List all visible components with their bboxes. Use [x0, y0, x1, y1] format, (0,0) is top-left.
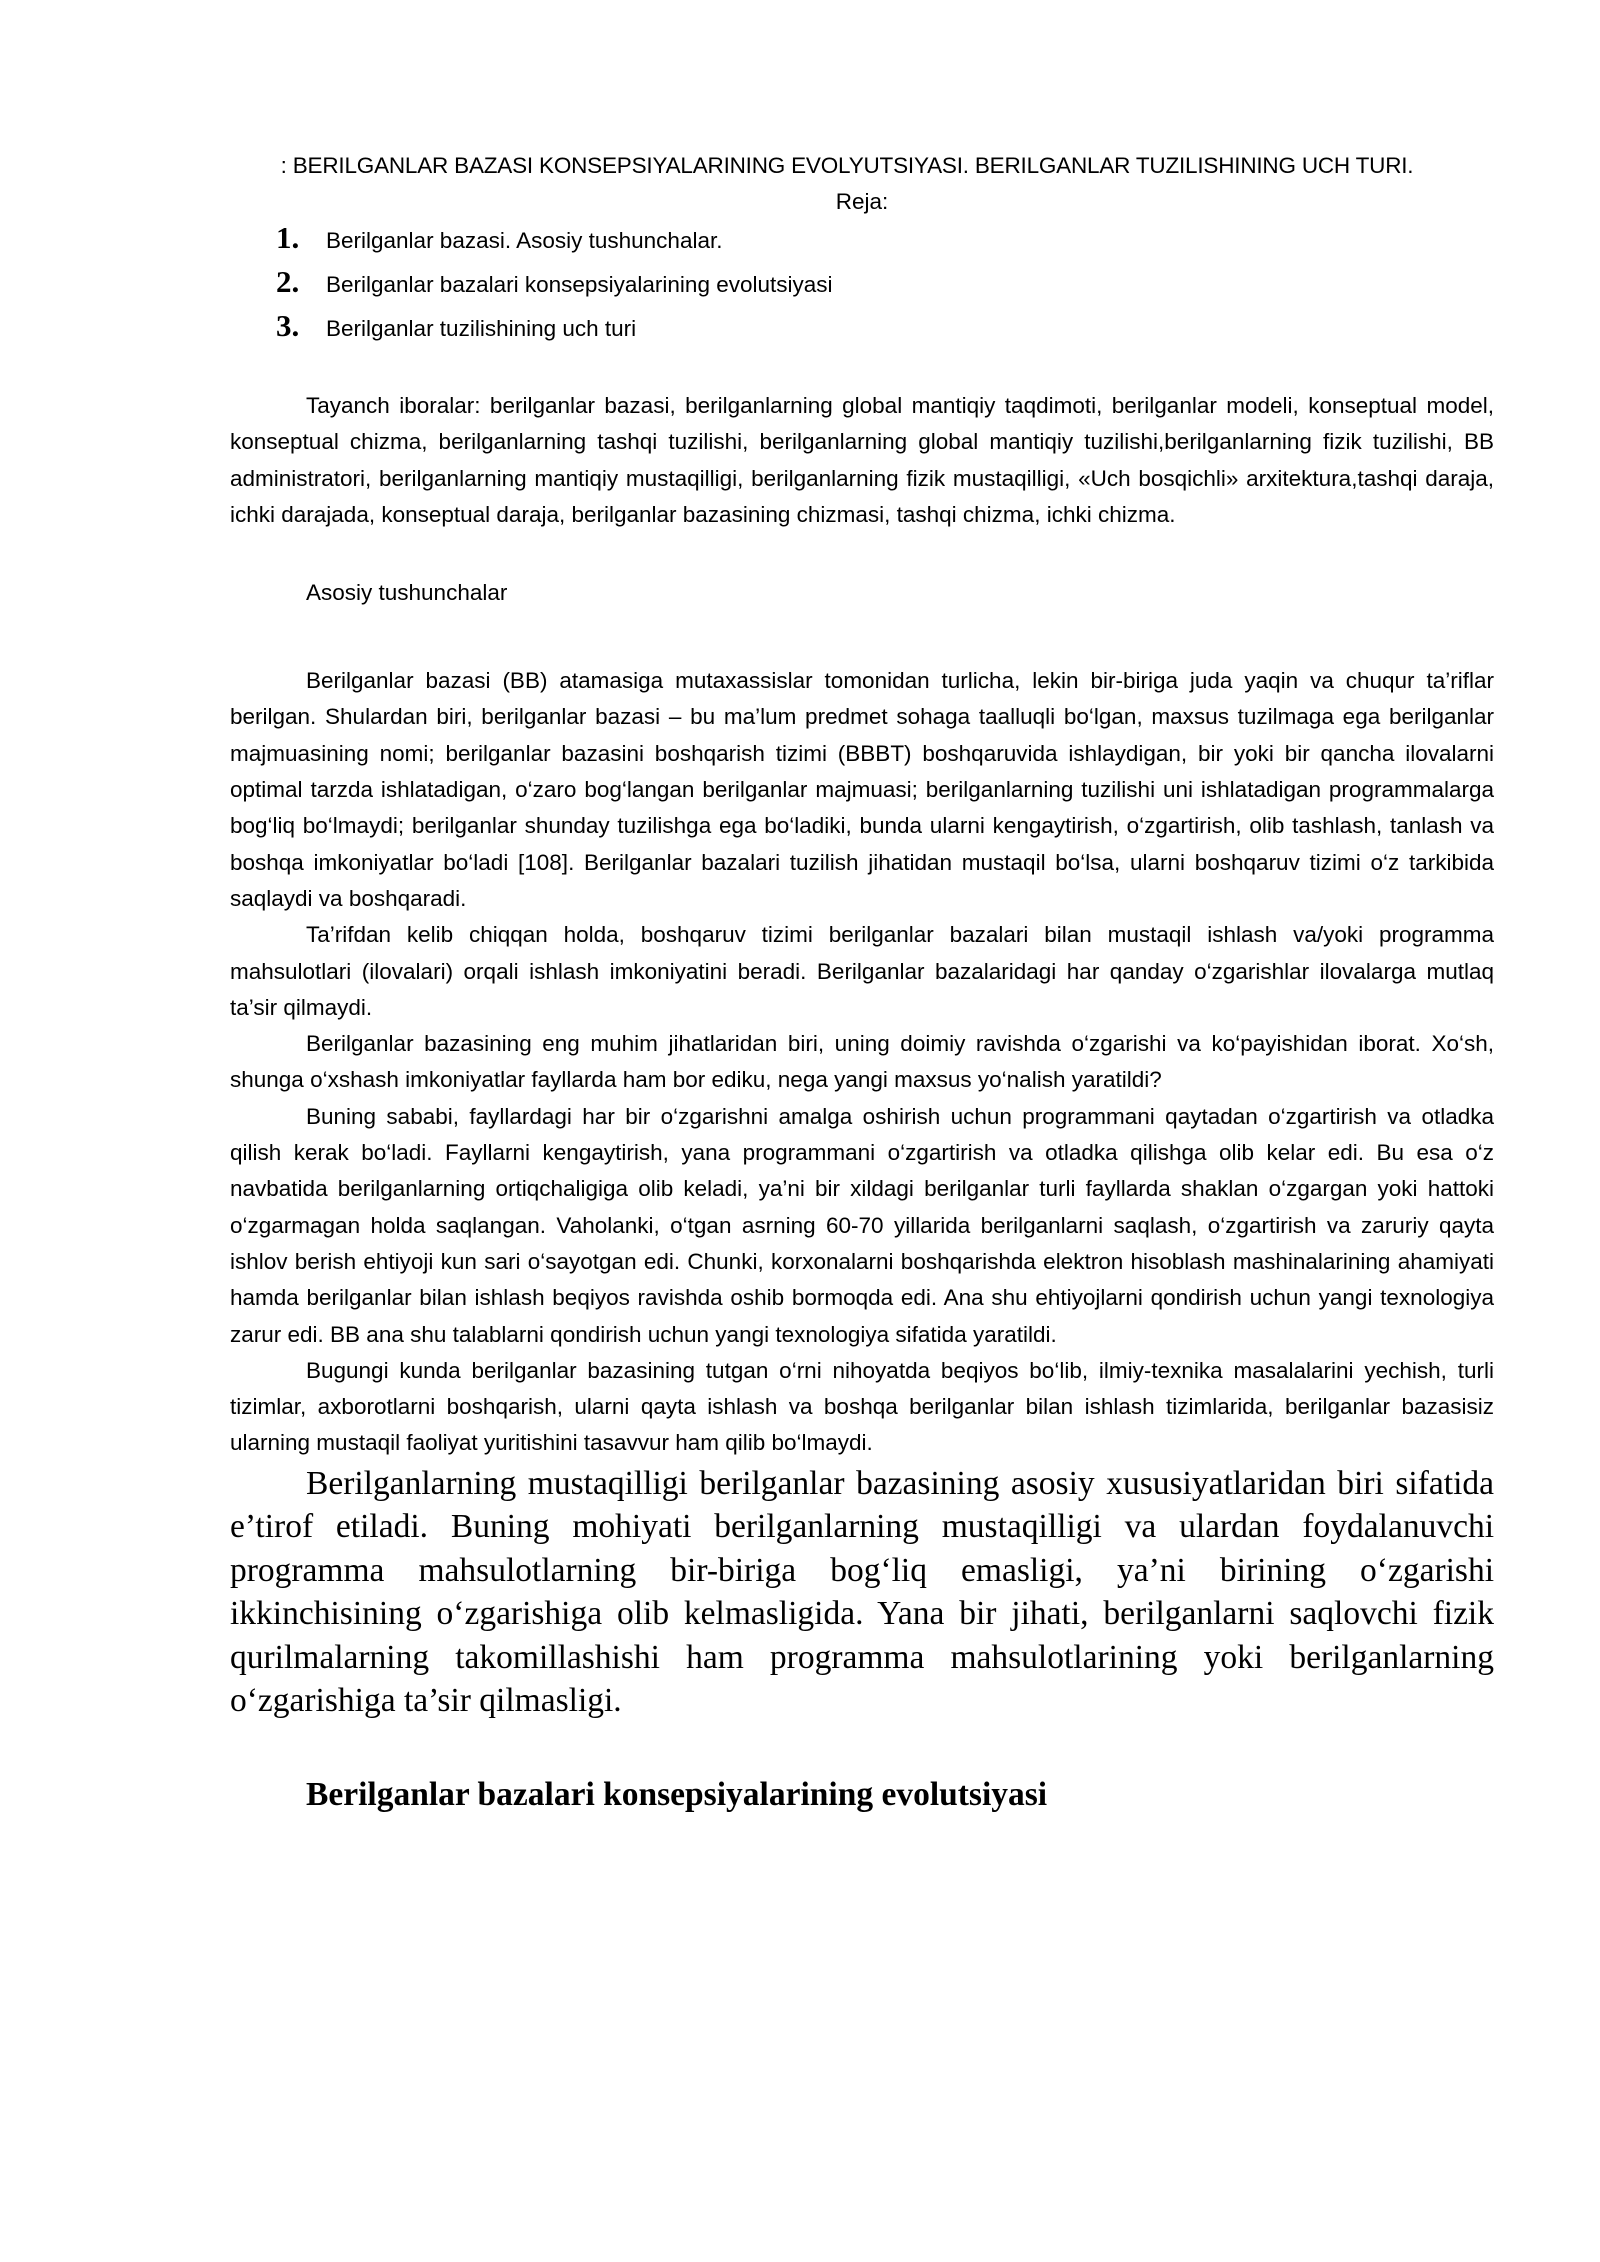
plan-item: [276, 220, 1494, 264]
plan-item-number: 1.: [276, 220, 300, 255]
plan-item: [276, 308, 1494, 352]
spacer: [230, 352, 1494, 388]
plan-item-text: Berilganlar tuzilishining uch turi: [326, 316, 637, 341]
body-paragraph: Bugungi kunda berilganlar bazasining tutgan o‘rni nihoyatda beqiyos bo‘lib, ilmiy-texnika masalalarini yechish, turli tizimlar, axborotlarni boshqarish, ularni qayta ishlash va boshqa berilganlar bilan ishlash tizimlarida, berilganlar bazasisiz ularning mustaqil faoliyat yuritishini tasavvur ham qilib bo‘lmaydi.: [230, 1357, 1494, 1456]
plan-item: [276, 264, 1494, 308]
document-title: : BERILGANLAR BAZASI KONSEPSIYALARINING EVOLYUTSIYASI. BERILGANLAR TUZILISHINING UCH TURI.: [280, 153, 1414, 178]
section-label: Asosiy tushunchalar: [306, 580, 508, 606]
body-paragraph: Berilganlar bazasining eng muhim jihatlaridan biri, uning doimiy ravishda o‘zgarishi va ko‘payishidan iborat. Xo‘sh, shunga o‘xshash imkoniyatlar fayllarda ham bor ediku, nega yangi maxsus yo‘nalish yaratildi?: [230, 1031, 1494, 1093]
body-paragraph: Berilganlar bazasi (BB) atamasiga mutaxassislar tomonidan turlicha, lekin bir-biriga juda yaqin va chuqur ta’riflar berilgan. Shulardan biri, berilganlar bazasi – bu ma’lum predmet sohaga taalluqli bo‘lgan, maxsus tuzilmaga ega berilganlar majmuasining nomi; berilganlar bazasini boshqarish tizimi (BBBT) boshqaruvida ishlaydigan, bir yoki bir qancha ilovalarni optimal tarzda ishlatadigan, o‘zaro bog‘langan berilganlar majmuasi; berilganlarning tuzilishi uni ishlatadigan programmalarga bog‘liq bo‘lmaydi; berilganlar shunday tuzilishga ega bo‘ladiki, bunda ularni kengaytirish, o‘zgartirish, olib tashlash, tanlash va boshqa imkoniyatlar bo‘ladi [108]. Berilganlar bazalari tuzilish jihatidan mustaqil bo‘lsa, ularni boshqaruv tizimi o‘z tarkibida saqlaydi va boshqaradi.: [230, 668, 1494, 911]
large-paragraph: Berilganlarning mustaqilligi berilganlar bazasining asosiy xususiyatlaridan biri sifatida e’tirof etiladi. Buning mohiyati berilganlarning mustaqilligi va ulardan foydalanuvchi programma mahsulotlarning bir-biriga bog‘liq emasligi, ya’ni birining o‘zgarishi ikkinchisining o‘zgarishiga olib kelmasligida. Yana bir jihati, berilganlarni saqlovchi fizik qurilmalarning takomillashishi ham programma mahsulotlarining yoki berilganlarning o‘zgarishiga ta’sir qilmasligi.: [230, 1464, 1494, 1720]
spacer: [230, 611, 1494, 663]
plan-list: [230, 220, 1494, 352]
body-paragraph: Ta’rifdan kelib chiqqan holda, boshqaruv tizimi berilganlar bazalari bilan mustaqil ishlash va/yoki programma mahsulotlari (ilovalari) orqali ishlash imkoniyatini beradi. Berilganlar bazalaridagi har qanday o‘zgarishlar ilovalarga mutlaq ta’sir qilmaydi.: [230, 922, 1494, 1020]
plan-item-number: 2.: [276, 264, 300, 299]
plan-item-number: 3.: [276, 308, 300, 343]
plan-heading: Reja:: [835, 189, 889, 214]
plan-item-text: Berilganlar bazalari konsepsiyalarining evolutsiyasi: [326, 272, 833, 297]
keywords-paragraph: Tayanch iboralar: berilganlar bazasi, berilganlarning global mantiqiy taqdimoti, berilganlar modeli, konseptual model, konseptual chizma, berilganlarning tashqi tuzilishi, berilganlarning global mantiqiy tuzilishi,berilganlarning fizik tuzilishi, BB administratori, berilganlarning mantiqiy mustaqilligi, berilganlarning fizik mustaqilligi, «Uch bosqichli» arxitektura,tashqi daraja, ichki darajada, konseptual daraja, berilganlar bazasining chizmasi, tashqi chizma, ichki chizma.: [230, 393, 1494, 527]
section-heading: Berilganlar bazalari konsepsiyalarining evolutsiyasi: [306, 1775, 1048, 1813]
body-paragraph: Buning sababi, fayllardagi har bir o‘zgarishni amalga oshirish uchun programmani qaytadan o‘zgartirish va otladka qilish kerak bo‘ladi. Fayllarni kengaytirish, yana programmani o‘zgartirish va otladka qilishga olib kelar edi. Bu esa o‘z navbatida berilganlarning ortiqchaligiga olib keladi, ya’ni bir xildagi berilganlar turli fayllarda shaklan o‘zgargan yoki hattoki o‘zgarmagan holda saqlangan. Vaholanki, o‘tgan asrning 60-70 yillarida berilganlarni saqlash, o‘zgartirish va zaruriy qayta ishlov berish ehtiyoji kun sari o‘sayotgan edi. Chunki, korxonalarni boshqarishda elektron hisoblash mashinalarining ahamiyati hamda berilganlar bilan ishlash beqiyos ravishda oshib bormoqda edi. Ana shu ehtiyojlarni qondirish uchun yangi texnologiya zarur edi. BB ana shu talablarni qondirish uchun yangi texnologiya sifatida yaratildi.: [230, 1103, 1494, 1347]
plan-item-text: Berilganlar bazasi. Asosiy tushunchalar.: [326, 228, 723, 253]
